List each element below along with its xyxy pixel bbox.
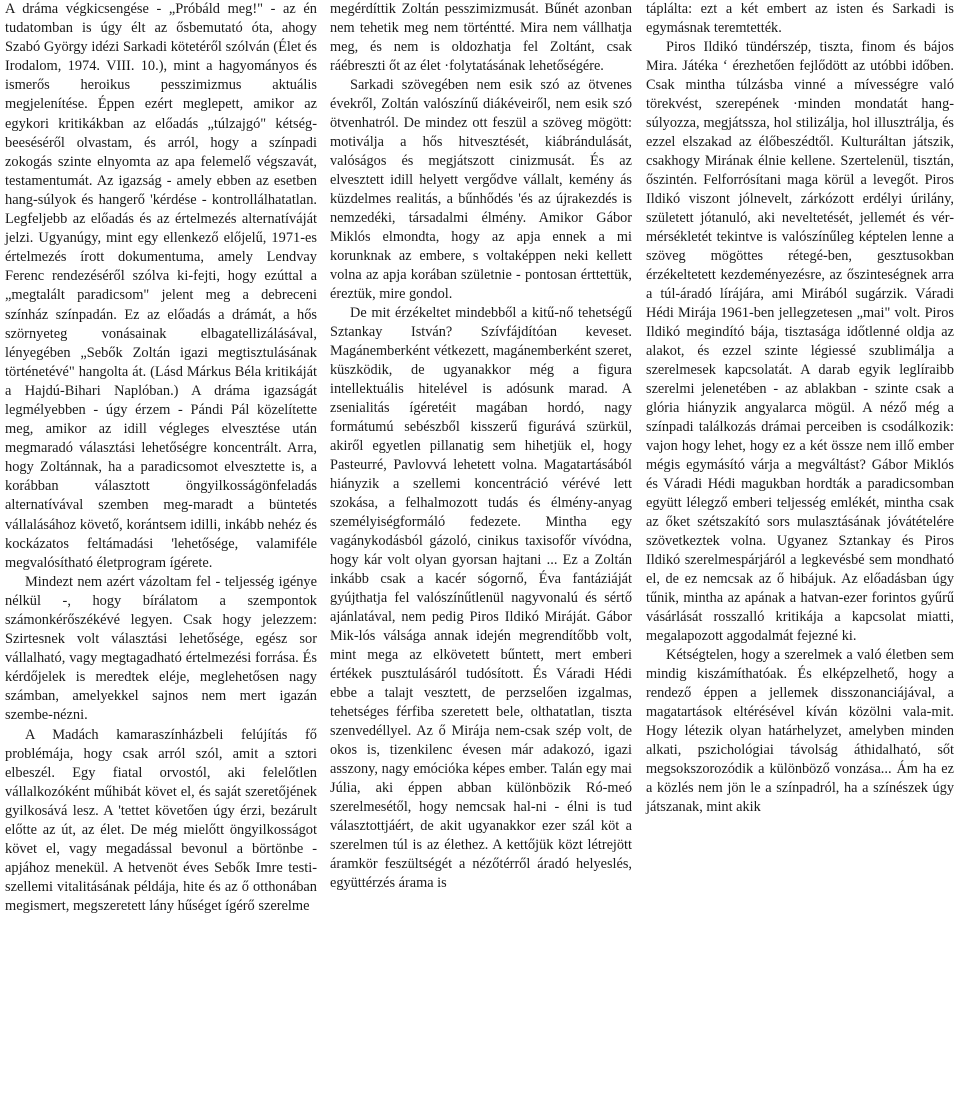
paragraph: Sarkadi szövegében nem esik szó az ötvenes évekről, Zoltán valószínű diákéveiről, nem esik szó ötvenhatról. De mindez ott feszül a szöveg mögött: motiválja a hős hitvesztését, kiábrándulását, valóságos és megjátszott cinizmusát. És az elvesztett idill helyett vergődve vállalt, kemény ás küzdelmes realitás, a bűnhődés 'és az újrakezdés is nemzedéki, társadalmi élmény. Amikor Gábor Miklós elmondta, hogy az apja ennek a mi korunknak az embere, s voltaképpen neki kellett volna az apja korában születnie - pontosan érttettük, éreztük, mire gondol. (330, 77, 632, 302)
paragraph: Piros Ildikó tündérszép, tiszta, finom és bájos Mira. Játéka ʻ érezhetően fejlődött az utóbbi időben. Csak mintha túlzásba vinné a mívességre való törekvést, szerepének ·minden mondatát hang-súlyozza, megjátssza, hol stilizálja, hol illusztrálja, és ezzel elszakad az élőbeszédtől. Kulturáltan játszik, csakhogy Mirának élnie kellene. Szertelenül, tisztán, őszintén. Felforrósítani maga körül a levegőt. Piros Ildikó viszont jólnevelt, zárkózott erdélyi úrilány, született jótanuló, aki neveltetését, jellemét és vér-mérsékletét tekintve is valószínűleg képtelen lenne a szöveg mögöttes rétegé-ben, gesztusokban érzékeltetett kezdeményezésre, az őszinteségnek arra a túl-áradó lírájára, ami Mirából sugárzik. Váradi Hédi Mirája 1961-ben jellegzetesen „mai" volt. Piros Ildikó megindító bája, tisztasága időtlenné oldja az alakot, és ezzel szinte légiessé szublimálja a szerelmesek kapcsolatát. A darab egyik leglíraibb szerelmi jelenetében - az ablakban - szinte csak a glória hiányzik angyalarca mögül. A néző még a színpadi találkozás drámai perceiben is csodálkozik: vajon hogy lehet, hogy ez a két össze nem illő ember mégis egymásító várja a megváltást? Gábor Miklós és Váradi Hédi magukban hordták a paradicsomban együtt lélegző emberi teljesség emlékét, mintha csak az őket szétszakító sors mulasztásának jóvátételére szövetkeztek volna. Ugyanez Sztankay és Piros Ildikó szerelmespárjáról a legkevésbé sem mondható el, de ez nemcsak az ő hibájuk. Az előadásban úgy tűnik, mintha az apának a hatvan-ezer forintos gyűrű vásárlását rosszalló kritikája a kapcsolat miatti, megalapozott aggodalmát fejezné ki. (646, 39, 954, 644)
paragraph: Kétségtelen, hogy a szerelmek a való életben sem mindig kiszámíthatóak. És elképzelhető, hogy a rendező éppen a jellemek disszonanciájával, a magatartások eltérésével kíván közölni vala-mit. Hogy létezik olyan határhelyzet, amelyben minden alkati, pszichológiai távolság áthidalható, sőt megsokszorozódik a különböző vonzása... Ám ha ez a közlés nem jön le a színpadról, ha a színészek úgy játszanak, mint akik (646, 647, 954, 815)
paragraph: De mit érzékeltet mindebből a kitű-nő tehetségű Sztankay István? Szívfájdítóan keveset. Magánemberként vétkezett, magánemberként szeret, küszködik, de ugyanakkor még a figura intellektuális hitelével is adósunk marad. A zsenialitás ígéretéit magában hordó, nagy formátumú sebészből kisszerű figurává szürkül, akiről egyetlen pillanatig sem hihetjük el, hogy Pasteurré, Pavlovvá lehetett volna. Magatartásából hiányzik a szellemi koncentráció vérévé lett szokása, a felhalmozott tudás és élmény-anyag személyiségformáló fedezete. Mintha egy vagánykodásból gázoló, cinikus taxisofőr vívódna, hogy kár volt olyan gyorsan hajtani ... Ez a Zoltán inkább csak a kacér sógornő, Éva fantáziáját gyújthatja fel valószínűtlenül nagyvonalú és sértő ajánlatával, nem pedig Piros Ildikó Miráját. Gábor Mik-lós válsága annak idején megrendítőbb volt, mint mega az elkövetett bűntett, mert emberi értékek pusztulásáról tudósított. És Váradi Hédi ebbe a talajt vesztett, de perzselően izgalmas, tehetséges férfiba szeretett bele, olthatatlan, tiszta szenvedéllyel. Az ő Mirája nem-csak szép volt, de okos is, tizenkilenc évesen már adakozó, igazi asszony, nagy emócióka képes ember. Talán egy mai Júlia, aki éppen abban különbözik Ró-meó szerelmesétől, hogy nemcsak hal-ni - élni is tud választottjáért, de akit ugyanakkor ezer szál köt a szerelmen túl is az élethez. A kettőjük közt létrejött áramkör feszültségét a nézőtérről áradó helyeslés, együttérzés árama is (330, 305, 632, 891)
text-column-3 (646, 0, 954, 817)
text-column-1 (5, 0, 317, 917)
paragraph: A dráma végkicsengése - „Próbáld meg!" - az én tudatomban is úgy élt az ősbemutató óta, ahogy Szabó György idézi Sarkadi kötetéről szólván (Élet és Irodalom, 1974. VIII. 10.), mint a hagyományos és ismerős heroikus pesszimizmus aktuális megjelenítése. Éppen ezért meglepett, amikor az egykori kritikákban az előadás „túlzajgó" kétség-beeséséről olvastam, és arról, hogy a színpadi zokogás szinte elnyomta az apa felemelő végszavát, testamentumát. Az igazság - amely ebben az esetben hang-súlyok és hangerő 'kérdése - kontrollálhatatlan. Legfeljebb az előadás és az értelmezés alternatíváját jelzi. Ugyanúgy, mint egy ellenkező előjelű, 1971-es értelmezés írott dokumentuma, amely Lendvay Ferenc rendezéséről szólva ki-fejti, hogy ezúttal a „megtalált paradicsom" jelent meg a debreceni színház színpadán. Ez az előadás a drámát, a hős szörnyeteg vonásainak elbagatellizálásával, lényegében „Sebők Zoltán igazi megtisztulásának történetévé" hangolta át. (Lásd Márkus Béla kritikáját a Hajdú-Bihari Naplóban.) A dráma igazságát legmélyebben - úgy érzem - Pándi Pál közelítette meg, amikor az idill végleges elvesztése után megmaradó választási lehetőségre koncentrált. Arra, hogy Zoltánnak, ha a paradicsomot elvesztette is, a korábban választott öngyilkosságönfeladás alternatívával szemben meg-maradt a büntetés vállalásához követő, korántsem idilli, inkább nehéz és kockázatos feltámadási 'lehetősége, valamiféle megvalósítható életprogram ígérete. (5, 1, 317, 571)
paragraph: táplálta: ezt a két embert az isten és Sarkadi is egymásnak teremtették. (646, 1, 954, 36)
paragraph: megérdíttik Zoltán pesszimizmusát. Bűnét azonban nem tehetik meg nem történtté. Mira nem vállhatja meg, és nem is oldozhatja fel Zoltánt, csak ráébreszti őt az élet ·folytatásának lehetőségére. (330, 1, 632, 74)
paragraph: A Madách kamaraszínházbeli felújítás fő problémája, hogy csak arról szól, amit a sztori elbeszél. Egy fiatal orvostól, aki felelőtlen vállalkozóként műhibát követ el, és saját szeretőjének gyilkosává lesz. A 'tettet követően úgy érzi, bezárult előtte az út, az élet. De még mielőtt öngyilkosságot követ el, vagy megadással bevonul a börtönbe - apjához menekül. A hetvenöt éves Sebők Imre testi-szellemi vitalitásának példája, hite és az ő otthonában megismert, megszeretett lány hűséget ígérő szerelme (5, 726, 317, 915)
text-column-2 (330, 0, 632, 893)
paragraph: Mindezt nem azért vázoltam fel - teljesség igénye nélkül -, hogy bírálatom a szempontok számonkérőszékévé legyen. Csak hogy jelezzem: Szirtesnek volt választási lehetősége, egész sor vállalható, vagy megtagadható értelmezési forrása. És kérdőjelek is meredtek eléje, meglehetősen nagy számban, amelyekkel sajnos nem mert igazán szembe-nézni. (5, 573, 317, 724)
